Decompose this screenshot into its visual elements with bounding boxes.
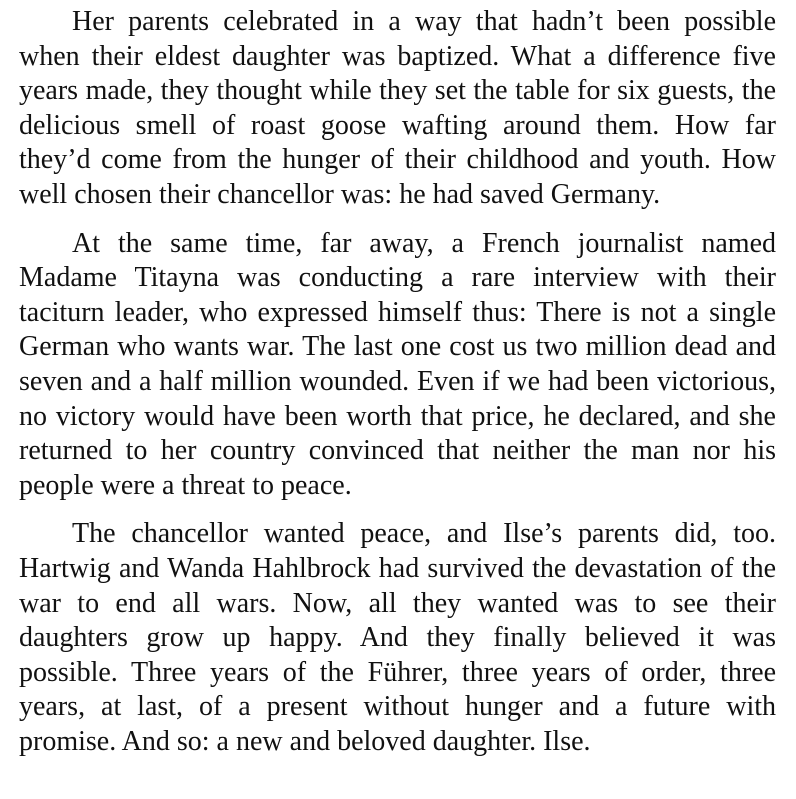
paragraph-2: At the same time, far away, a French journalist named Madame Titayna was conducting a rare interview with their taciturn leader, who expressed himself thus: There is not a single German who wants war. The last one cost us two million dead and seven and a half million wounded. Even if we had been victorious, no victory would have been worth that price, he declared, and she returned to her country convinced that neither the man nor his people were a threat to peace. [19,227,776,501]
paragraph-1: Her parents celebrated in a way that hadn’t been possible when their eldest daughter was baptized. What a difference five years made, they thought while they set the table for six guests, the delicious smell of roast goose wafting around them. How far they’d come from the hunger of their childhood and youth. How well chosen their chancellor was: he had saved Germany. [19,6,776,210]
paragraph-3: The chancellor wanted peace, and Ilse’s parents did, too. Hartwig and Wanda Hahlbrock had survived the devastation of the war to end all wars. Now, all they wanted was to see their daughters grow up happy. And they finally believed it was possible. Three years of the Führer, three years of order, three years, at last, of a present without hunger and a future with promise. And so: a new and beloved daughter. Ilse. [19,518,776,757]
